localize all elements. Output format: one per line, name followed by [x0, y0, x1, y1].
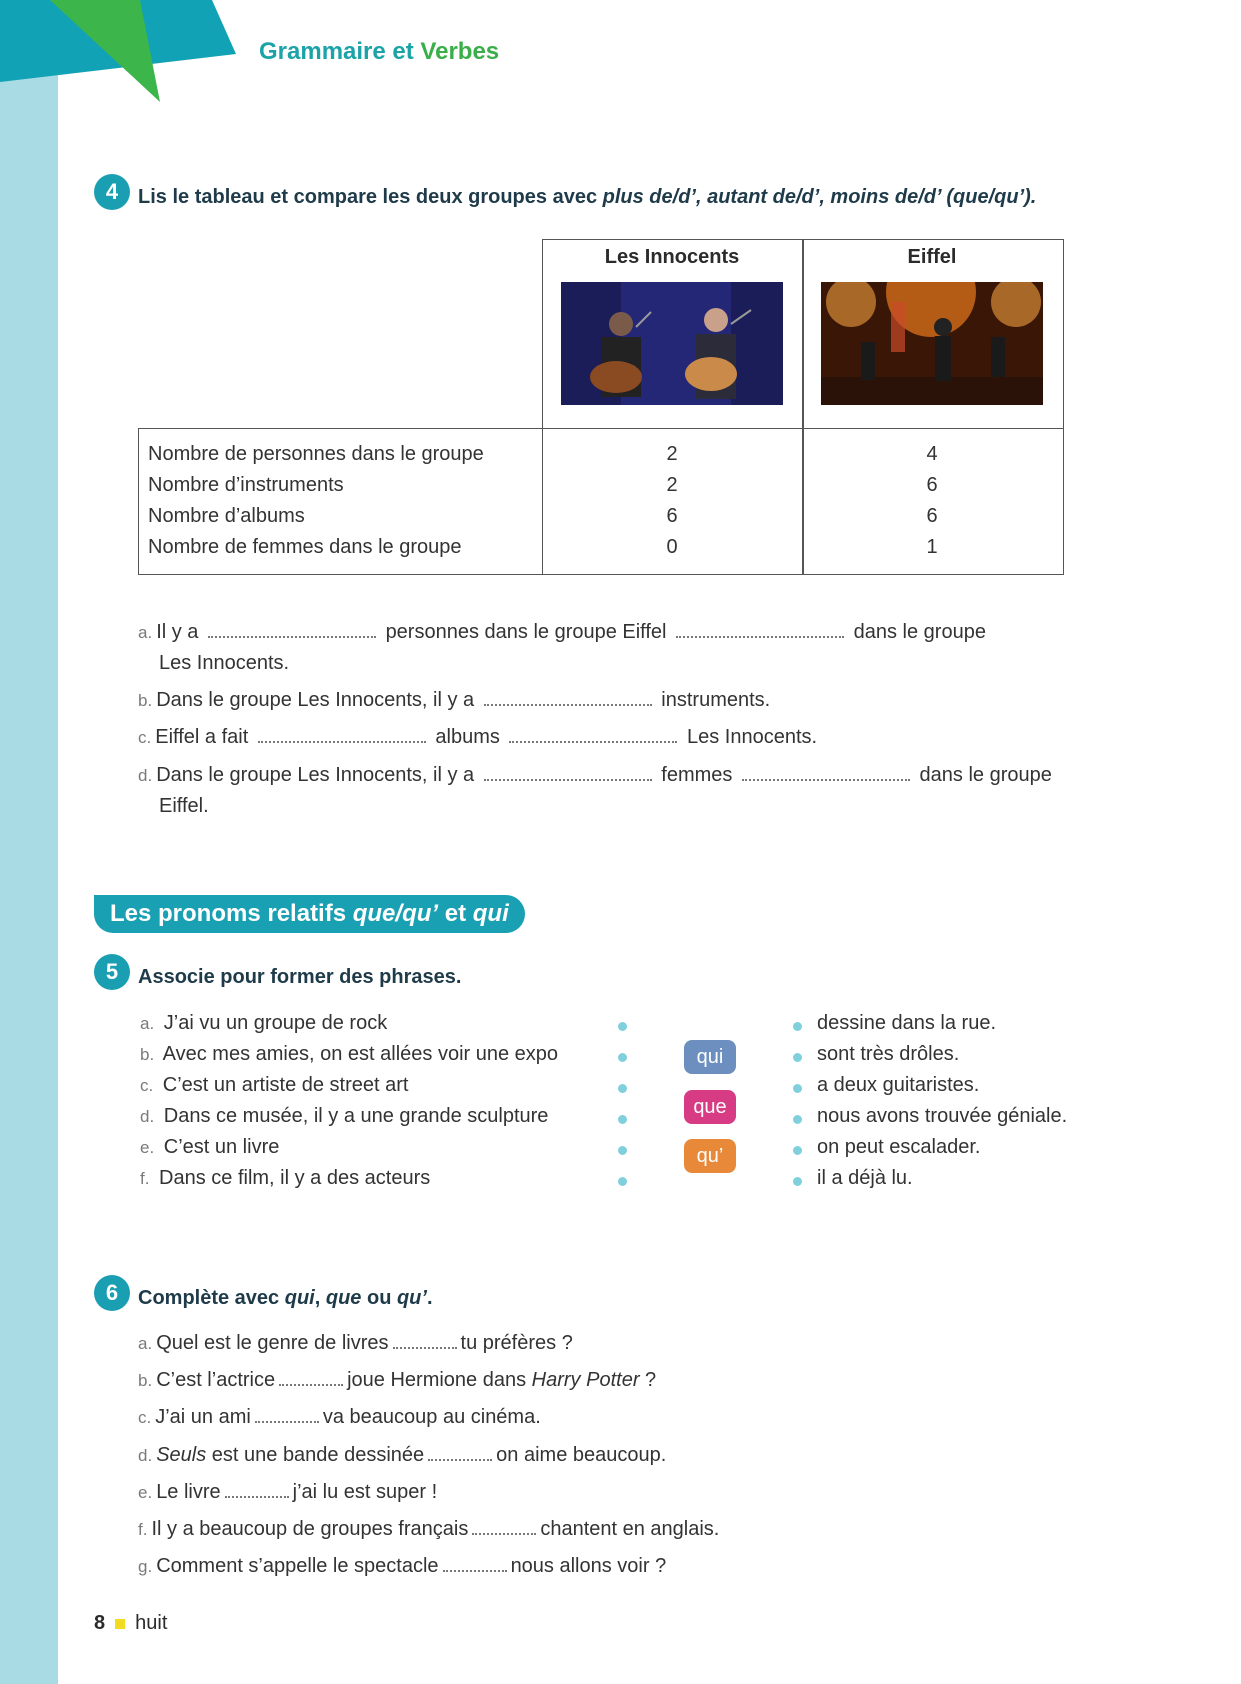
exercise-instruction: Complète avec qui, que ou qu’. — [138, 1286, 433, 1309]
row-label: Nombre de femmes dans le groupe — [148, 536, 462, 558]
match-dot-right[interactable] — [793, 1146, 802, 1155]
fill-item: e. Le livre j’ai lu est super ! — [138, 1481, 438, 1503]
sentence-a: a. Il y a personnes dans le groupe Eiffel dans le groupe — [138, 621, 986, 643]
match-left-item: d. Dans ce musée, il y a une grande sculpture — [140, 1105, 549, 1127]
blank-field[interactable] — [258, 727, 426, 743]
row-label: Nombre d’instruments — [148, 474, 344, 496]
exercise-number: 6 — [94, 1275, 130, 1311]
column-header-les-innocents: Les Innocents — [604, 246, 740, 268]
match-right-item: dessine dans la rue. — [817, 1012, 997, 1034]
blank-field[interactable] — [484, 765, 652, 781]
corner-decoration — [0, 0, 240, 105]
pronoun-qui[interactable]: qui — [684, 1040, 736, 1074]
les-innocents-photo — [561, 282, 783, 405]
table-cell: 6 — [666, 505, 678, 527]
match-dot-right[interactable] — [793, 1053, 802, 1062]
match-dot-right[interactable] — [793, 1115, 802, 1124]
pronoun-qu[interactable]: qu’ — [684, 1139, 736, 1173]
table-cell: 0 — [666, 536, 678, 558]
match-right-item: sont très drôles. — [817, 1043, 960, 1065]
pronoun-que[interactable]: que — [684, 1090, 736, 1124]
table-cell: 2 — [666, 443, 678, 465]
blank-field[interactable] — [255, 1407, 319, 1423]
blank-field[interactable] — [393, 1333, 457, 1349]
table-cell: 6 — [926, 474, 938, 496]
table-cell: 4 — [926, 443, 938, 465]
match-dot-left[interactable] — [618, 1022, 627, 1031]
exercise-5-header — [94, 954, 461, 990]
row-label: Nombre d’albums — [148, 505, 305, 527]
side-strip — [0, 0, 58, 1684]
page-marker-square — [115, 1619, 125, 1629]
sentence-d: d. Dans le groupe Les Innocents, il y a femmes dans le groupe — [138, 764, 1052, 786]
fill-item: a. Quel est le genre de livres tu préfères ? — [138, 1332, 573, 1354]
match-right-item: nous avons trouvée géniale. — [817, 1105, 1068, 1127]
fill-item: f. Il y a beaucoup de groupes français chantent en anglais. — [138, 1518, 720, 1540]
sentence-d-continued: Eiffel. — [159, 795, 209, 817]
match-dot-left[interactable] — [618, 1115, 627, 1124]
sentence-b: b. Dans le groupe Les Innocents, il y a instruments. — [138, 689, 771, 711]
fill-item: d. Seuls est une bande dessinée on aime beaucoup. — [138, 1444, 667, 1466]
table-cell: 2 — [666, 474, 678, 496]
blank-field[interactable] — [225, 1482, 289, 1498]
exercise-4-header — [94, 174, 1036, 210]
blank-field[interactable] — [279, 1370, 343, 1386]
exercise-instruction: Associe pour former des phrases. — [138, 965, 462, 988]
match-right-item: il a déjà lu. — [817, 1167, 913, 1189]
blank-field[interactable] — [484, 690, 652, 706]
page-number: 8 huit — [94, 1612, 168, 1634]
match-left-item: c. C’est un artiste de street art — [140, 1074, 409, 1096]
exercise-6-header — [94, 1275, 433, 1311]
exercise-number: 5 — [94, 954, 130, 990]
table-cell: 6 — [926, 505, 938, 527]
match-dot-left[interactable] — [618, 1177, 627, 1186]
blank-field[interactable] — [742, 765, 910, 781]
row-label: Nombre de personnes dans le groupe — [148, 443, 484, 465]
fill-item: b. C’est l’actrice joue Hermione dans Harry Potter ? — [138, 1369, 657, 1391]
section-title: Grammaire et Verbes — [259, 38, 500, 65]
table-cell: 1 — [926, 536, 938, 558]
fill-item: g. Comment s’appelle le spectacle nous allons voir ? — [138, 1555, 667, 1577]
match-dot-left[interactable] — [618, 1053, 627, 1062]
exercise-number: 4 — [94, 174, 130, 210]
blank-field[interactable] — [509, 727, 677, 743]
match-left-item: e. C’est un livre — [140, 1136, 280, 1158]
match-right-item: a deux guitaristes. — [817, 1074, 980, 1096]
blank-field[interactable] — [208, 622, 376, 638]
match-dot-right[interactable] — [793, 1177, 802, 1186]
match-right-item: on peut escalader. — [817, 1136, 981, 1158]
match-dot-right[interactable] — [793, 1084, 802, 1093]
fill-item: c. J’ai un ami va beaucoup au cinéma. — [138, 1406, 541, 1428]
blank-field[interactable] — [472, 1519, 536, 1535]
sentence-c: c. Eiffel a fait albums Les Innocents. — [138, 726, 818, 748]
eiffel-photo — [821, 282, 1043, 405]
sentence-a-continued: Les Innocents. — [159, 652, 290, 674]
exercise-instruction: Lis le tableau et compare les deux groupes avec plus de/d’, autant de/d’, moins de/d’ (que/qu’). — [138, 185, 1037, 208]
match-left-item: a. J’ai vu un groupe de rock — [140, 1012, 388, 1034]
blank-field[interactable] — [443, 1556, 507, 1572]
blank-field[interactable] — [676, 622, 844, 638]
match-dot-right[interactable] — [793, 1022, 802, 1031]
match-dot-left[interactable] — [618, 1146, 627, 1155]
match-dot-left[interactable] — [618, 1084, 627, 1093]
match-left-item: b. Avec mes amies, on est allées voir une expo — [140, 1043, 559, 1065]
match-left-item: f. Dans ce film, il y a des acteurs — [140, 1167, 431, 1189]
column-header-eiffel: Eiffel — [907, 246, 957, 268]
blank-field[interactable] — [428, 1445, 492, 1461]
section-banner: Les pronoms relatifs que/qu’ et qui — [94, 895, 525, 933]
